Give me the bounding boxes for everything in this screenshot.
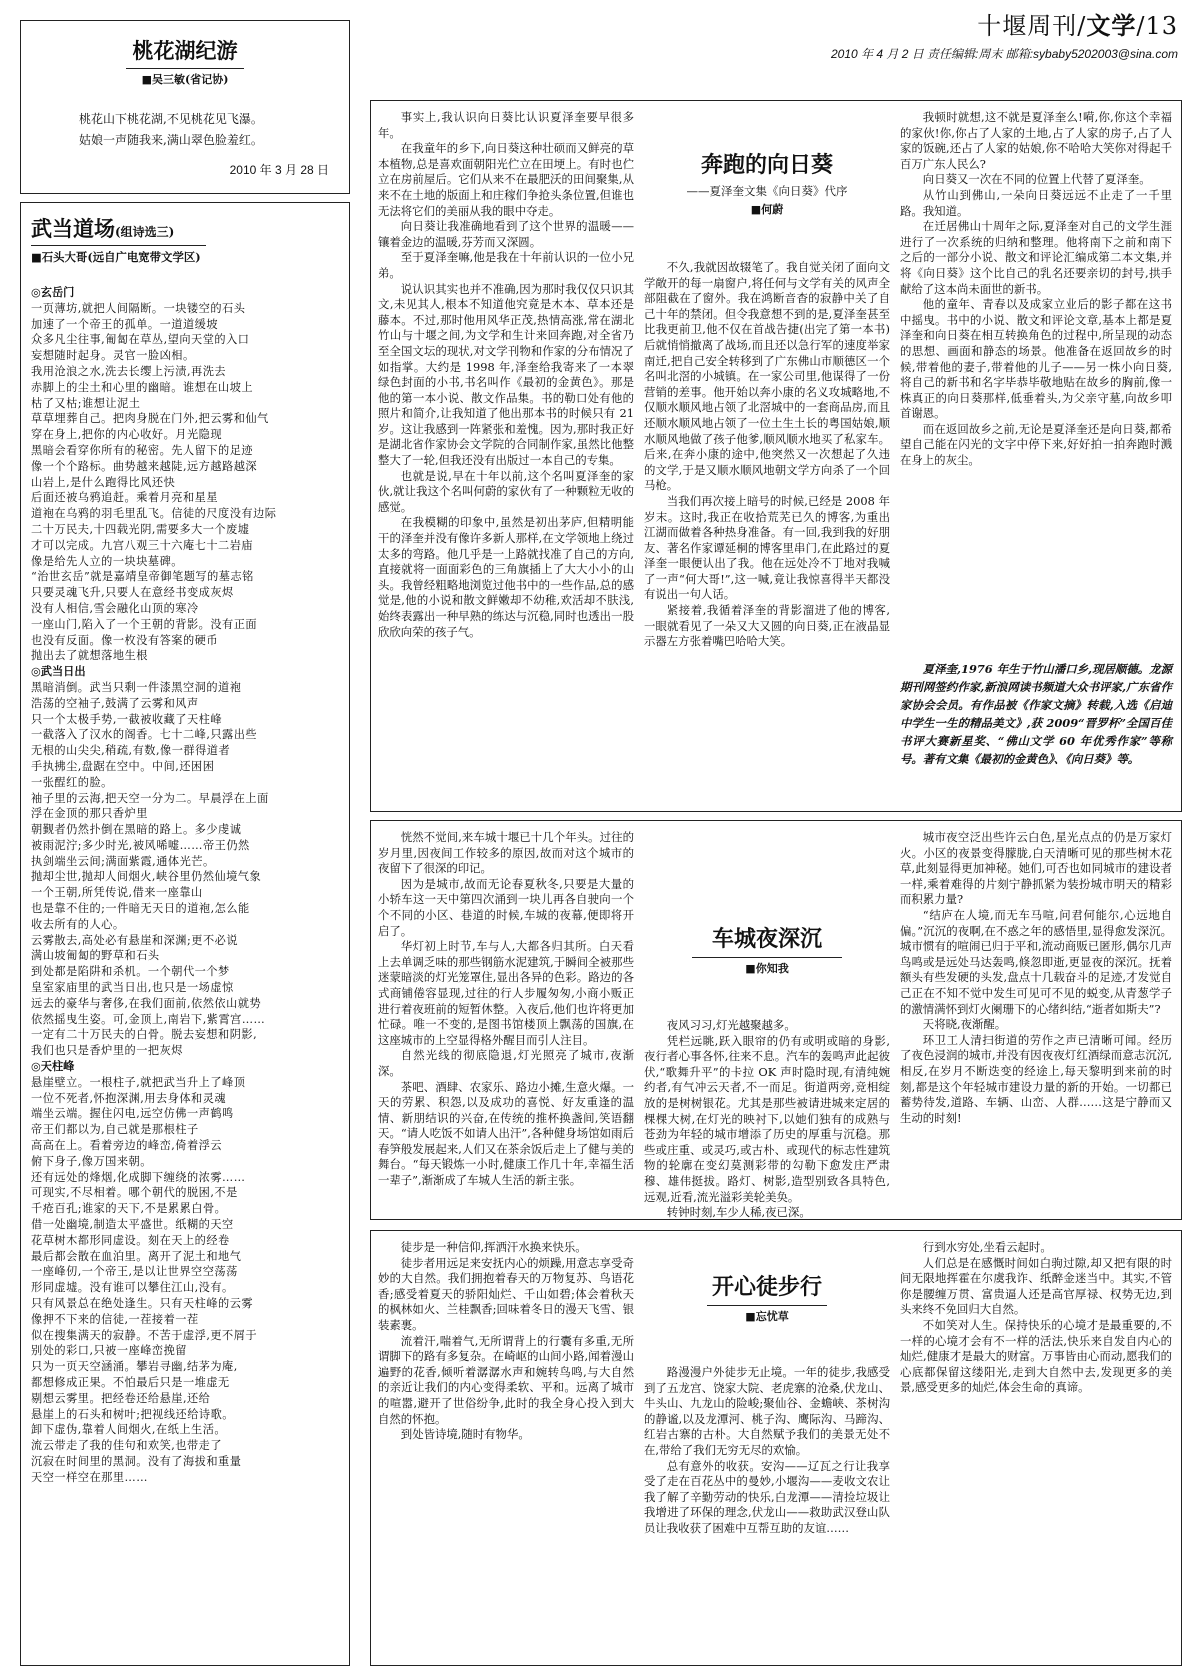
poem-line: 只要灵魂飞升,只要人在意经书变成灰烬	[31, 586, 234, 600]
wudang-title: 武当道场	[31, 216, 115, 241]
poem-line: 一页薄坊,就把人间隔断。一块镂空的石头	[31, 301, 246, 315]
sunflower-subtitle: ——夏泽奎文集《向日葵》代序	[686, 184, 848, 198]
peach-poem-box	[20, 20, 350, 194]
sunflower-header	[644, 148, 890, 217]
section-lines	[31, 1075, 339, 1486]
paragraph: 不久,我就因故辍笔了。我自觉关闭了面向文学敞开的每一扇窗户,将任何与文学有关的风声全部阻截在了窗外。我在鸿断音杳的寂静中关了自己十年的禁闭。但令我意想不到的是,夏泽奎甚至比我更前卫,他不仅在首战告捷(出完了第一本书)后就悄悄撤离了战场,而且还以急行军的速度举家南迁,把自己安全转移到了广东佛山市顺德区一个名叫北滘的小城镇。在一家公司里,他谋得了一份营销的差事。他开始以奔小康的名义攻城略地,不仅顺水顺风地占领了北滘城中的一套商品房,而且还顺水顺风地占领了一位土生土长的粤国姑娘,顺水顺风地做了孩子他爹,顺风顺水地买了私家车。后来,在奔小康的途中,他突然又一次想起了久违的文学,于是又顺水顺风地朝文学方向杀了一个回马枪。	[644, 260, 890, 493]
sunflower-byline: ■何蔚	[750, 203, 784, 216]
paragraph: 而在返回故乡之前,无论是夏泽奎还是向日葵,都希望自己能在闪光的文字中停下来,好好拍一拍奔跑时溅在身上的灰尘。	[900, 421, 1172, 468]
author-bio-text: 夏泽奎,1976 年生于竹山潘口乡,现居顺德。龙源期刊网签约作家,新浪网读书频道大众书评家,广东省作家协会会员。有作品被《作家文摘》转载,入选《启迪中学生一生的精品美文》,获 2009“晋罗杯”全国百佳书评大赛新星奖、“佛山文学 60 年优秀作家”等称号。著有文集《最初的金黄色》、《向日葵》等。	[900, 662, 1172, 766]
poem-line: 只一个太极手势,一截被收藏了天柱峰	[31, 712, 223, 726]
section-heading: ◎武当日出	[31, 664, 86, 679]
paragraph: 环卫工人清扫街道的劳作之声已清晰可闻。经历了夜色浸润的城市,并没有因夜夜灯红酒绿而意志沉沉,相反,在岁月不断迭变的经途上,每天黎明到来前的时刻,都是这个年轻城市建设力量的新的开始。一切都已蓄势待发,道路、车辆、山峦、人群……这是宁静而又生动的时刻!	[900, 1032, 1172, 1125]
poem-line: 高高在上。看着旁边的峰峦,倚着浮云	[31, 1139, 223, 1153]
poem-line: 还有远处的烽烟,化成脚下缠绕的浓雾……	[31, 1170, 246, 1184]
night-city-title: 车城夜深沉	[711, 926, 822, 952]
paragraph: 当我们再次接上暗号的时候,已经是 2008 年岁末。这时,我正在收拾荒芜已久的博客,为重出江湖而做着各种热身准备。有一回,我到我的好朋友、著名作家谭延桐的博客里串门,在此路过的夏泽奎一眼便认出了我。他在远处冷不丁地对我喊了一声“何大哥!”,这一喊,竟让我惊喜得半天都没有说出一句人话。	[644, 493, 890, 602]
section-name: 文学	[1086, 12, 1137, 40]
poem-line: 我们也只是香炉里的一把灰烬	[31, 1044, 183, 1058]
paragraph: 凭栏远眺,跃入眼帘的仍有或明或暗的身影,夜行者心事各怀,往来不息。汽车的轰鸣声此起彼伏,“歌舞升平”的卡拉 OK 声时隐时现,有清纯婉约者,有气冲云天者,不一而足。街道两旁,竞相绽放的是树树银花。尤其是那些被请进城来定居的棵棵大树,在灯光的映衬下,以她们独有的成熟与苍劲为年轻的城市增添了历史的厚重与沉稳。那些或庄重、或灵巧,或古朴、或现代的标志性建筑物的轮廓在变幻莫测彩带的勾勒下愈发庄严肃穆、雄伟挺拔。路灯、树影,造型别致各具特色,远观,近看,流光溢彩美轮美奂。	[644, 1033, 890, 1204]
poem-line: 手执拂尘,盘踞在空中。中间,还困困	[31, 759, 215, 773]
poem-line: 皇室家庙里的武当日出,也只是一场虚惊	[31, 981, 234, 995]
title-rule	[707, 1305, 827, 1306]
poem-line: 我用沧浪之水,洗去长缨上污渍,再洗去	[31, 364, 227, 378]
paragraph: 从竹山到佛山,一朵向日葵远远不止走了一千里路。我知道。	[900, 187, 1172, 218]
poem-line: 浮在金顶的那只香炉里	[31, 807, 148, 821]
night-city-byline: ■你知我	[745, 962, 789, 975]
poem-line: 云雾散去,高处必有悬崖和深渊;更不必说	[31, 933, 239, 947]
walking-column-2	[644, 1365, 890, 1537]
poem-line: 浩荡的空袖子,鼓满了云雾和风声	[31, 696, 199, 710]
wudang-poem-box	[20, 202, 350, 1666]
poem-line: 抛出去了就想落地生根	[31, 649, 148, 663]
poem-line: 别处的彩口,只被一座峰峦挽留	[31, 1344, 187, 1358]
paragraph: 恍然不觉间,来车城十堰已十几个年头。过往的岁月里,因夜间工作较多的原因,故而对这个城市的夜留下了很深的印记。	[378, 830, 634, 876]
paragraph: 事实上,我认识向日葵比认识夏泽奎要早很多年。	[378, 110, 634, 140]
poem-line: 花草树木都形同虚设。刻在天上的经卷	[31, 1233, 230, 1247]
poem-line: 端坐云端。握住闪电,远空仿佛一声鹤鸣	[31, 1107, 234, 1121]
paragraph: 他的童年、青春以及成家立业后的影子都在这书中摇曳。书中的小说、散文和评论文章,基本上都是夏泽奎和向日葵在相互转换角色的过程中,所呈现的动态的思想、画面和静态的场景。他准备在返回故乡的时候,带着他的妻子,带着他的儿子——另一株小向日葵,将自己的新书和名字毕恭毕敬地贴在故乡的胸前,像一株真正的向日葵那样,低垂着头,为父亲守墓,向故乡叩首谢恩。	[900, 297, 1172, 421]
peach-poem-title: 桃花湖纪游	[132, 38, 238, 63]
poem-line: 也是靠不住的;一件暗无天日的道袍,怎么能	[31, 902, 250, 916]
poem-line: 可现实,不尽相着。哪个朝代的脱困,不是	[31, 1186, 238, 1200]
poem-line: 山岩上,是什么跑得比风还快	[31, 475, 176, 489]
night-city-header	[644, 922, 890, 976]
poem-line: 一位不死者,怀抱深渊,用去身体和灵魂	[31, 1091, 227, 1105]
poem-line: 黑暗会看穿你所有的秘密。先人留下的足迹	[31, 443, 254, 457]
poem-line: 流云带走了我的佳句和欢笑,也带走了	[31, 1439, 223, 1453]
paragraph: 转钟时刻,车少人稀,夜已深。	[666, 1205, 811, 1220]
poem-line: 满山坡匍匐的野草和石头	[31, 949, 160, 963]
wudang-subtitle: (组诗选三)	[115, 225, 175, 239]
section-heading: ◎玄岳门	[31, 285, 75, 299]
paragraph: 在我童年的乡下,向日葵这种壮硕而又鲜亮的草本植物,总是喜欢面朝阳光伫立在田埂上。有时也伫立在房前屋后。它们从来不在最肥沃的田间聚集,从来不在土地的版面上和庄稼们争抢头条位置,但谁也无法将它们的美丽从我的眼中夺走。	[378, 141, 634, 218]
walking-title: 开心徒步行	[711, 1274, 822, 1300]
poem-line: 卸下虚伪,靠着人间烟火,在纸上生活。	[31, 1423, 227, 1437]
paragraph: 紧接着,我循着泽奎的背影溜进了他的博客,一眼就看见了一朵又大又圆的向日葵,正在液晶显示器左方张着嘴巴哈哈大笑。	[644, 603, 890, 649]
poem-line: 只有风景总在绝处逢生。只有天柱峰的云雾	[31, 1297, 254, 1310]
title-rule	[692, 957, 842, 958]
poem-line: 枯了又枯;谁想让泥土	[31, 396, 141, 410]
poem-line: 像一个个路标。曲势越来越陡,远方越路越深	[31, 459, 258, 473]
section-lines	[31, 680, 339, 1059]
sunflower-column-3	[900, 110, 1172, 469]
poem-line: 道袍在乌鸦的羽毛里乱飞。信徒的尺度没有边际	[31, 507, 277, 521]
poem-line: 一张酲红的脸。	[31, 775, 113, 789]
poem-line: 被雨泥泞;多少时光,被风唏嘘……帝王仍然	[31, 838, 250, 852]
poem-line: 赤脚上的尘土和心里的幽暗。谁想在山坡上	[31, 380, 254, 394]
poem-line: 姑娘一声随我来,满山翠色脸羞红。	[79, 133, 263, 147]
page-number: /13	[1136, 12, 1178, 40]
poem-line: 无根的山尖尖,稍疏,有数,像一群得道者	[31, 744, 231, 758]
poem-line: 才可以完成。九宫八观三十六庵七十二岩庙	[31, 538, 254, 552]
paragraph: 夜风习习,灯光越聚越多。	[666, 1018, 796, 1032]
paragraph: 也就是说,早在十年以前,这个名叫夏泽奎的家伙,就让我这个名叫何蔚的家伙有了一种颗粒无收的感觉。	[378, 468, 634, 514]
poem-line: 一个王朝,所凭传说,借来一座靠山	[31, 886, 203, 900]
paragraph: 说认识其实也并不准确,因为那时我仅仅只识其文,未见其人,根本不知道他究竟是木本、草本还是藤本。不过,那时他用风华正茂,热情高涨,常在湖北竹山与十堰之间,为文学和生计来回奔跑,对全省乃至全国文坛的现状,对文学刊物和作家的分布情况了如指掌。大约是 1998 年,泽奎给我寄来了一本翠绿色封面的小书,书名叫作《最初的金黄色》。那是他的第一本小说、散文作品集。书的勒口处有他的照片和简介,让我知道了他出那本书的时候只有 21 岁。这让我感到一阵紧张和羞愧。因为,那时我正好是湖北省作家协会文学院的合同制作家,虽然比他整整大了一轮,但我还没有出版过一本自己的专集。	[378, 281, 634, 468]
poem-line: 收去所有的人心。	[31, 917, 125, 931]
poem-line: 袖子里的云海,把天空一分为二。早晨浮在上面	[31, 791, 269, 805]
paragraph: 天将晓,夜渐醒。	[922, 1017, 1007, 1032]
poem-line: 俯下身子,像万国来朝。	[31, 1154, 152, 1168]
poem-line: 穿在身上,把你的内心收好。月光隐现	[31, 428, 223, 442]
paragraph: 总有意外的收获。安沟——辽瓦之行让我享受了走在百花丛中的曼妙,小堰沟——麦收文农让我了解了辛勤劳动的快乐,白龙潭——清捡垃圾让我增进了环保的理念,伏龙山——救助武汉登山队员让我收获了困难中互帮互助的友谊……	[644, 1458, 890, 1535]
poem-line: 一座峰仞,一个帝王,是以让世界空空荡荡	[31, 1265, 238, 1279]
night-city-column-3	[900, 830, 1172, 1126]
poem-line: “治世玄岳”就是嘉靖皇帝御笔题写的墓志铭	[31, 570, 254, 584]
poem-line: 抛却尘世,抛却人间烟火,峡谷里仍然仙境气象	[31, 870, 262, 884]
poem-line: 依然摇曳生姿。可,金顶上,南岩下,紫霄宫……	[31, 1012, 266, 1026]
paragraph: 在迁居佛山十周年之际,夏泽奎对自己的文学生涯进行了一次系统的归纳和整理。他将南下之前和南下之后的一部分小说、散文和评论汇编成第二本文集,并将《向日葵》这个比自己的乳名还要亲切的封号,拱手献给了这本尚未面世的新书。	[900, 219, 1172, 296]
night-city-column-2	[644, 1018, 890, 1221]
poem-line: 远去的豪华与奢侈,在我们面前,依然依山就势	[31, 996, 262, 1010]
poem-line: 草草埋葬自己。把肉身脱在门外,把云雾和仙气	[31, 412, 269, 426]
poem-line: 众多凡尘往事,匍匐在草丛,望向天堂的入口	[31, 333, 250, 347]
section-heading: ◎天柱峰	[31, 1059, 75, 1074]
paragraph: 向日葵又一次在不同的位置上代替了夏泽奎。	[922, 172, 1151, 187]
poem-line: 悬崖壁立。一根柱子,就把武当升上了峰顶	[31, 1075, 246, 1089]
paragraph: 城市夜空泛出些许云白色,星光点点的仍是万家灯火。小区的夜景变得朦胧,白天清晰可见的那些树木花草,此刻显得更加神秘。她们,可否也如同城市的建设者一样,乘着难得的片刻宁静抓紧为装扮城市明天的精彩而积累力量?	[900, 830, 1172, 907]
poem-line: 也没有反面。像一枚没有答案的硬币	[31, 633, 219, 647]
wudang-title-block	[31, 213, 206, 246]
paragraph: 至于夏泽奎嘛,他是我在十年前认识的一位小兄弟。	[378, 250, 634, 280]
poem-line: 桃花山下桃花湖,不见桃花见飞瀑。	[79, 112, 263, 126]
poem-line: 都想修成正果。不怕最后只是一堆虚无	[31, 1375, 230, 1389]
poem-line: 形同虚墟。没有谁可以攀住江山,没有。	[31, 1281, 234, 1295]
paragraph: 华灯初上时节,车与人,大都各归其所。白天看上去单调乏味的那些钢筋水泥建筑,于瞬间全被那些迷蒙暗淡的灯光笼罩住,显出各异的色彩。路边的各式商铺倦容显现,过往的行人步履匆匆,小商小贩正进行着夜班前的短暂休整。入夜后,他们也许将更加忙碌。唯一不变的,是图书馆楼顶上飘荡的国旗,在这座城市的上空显得格外醒目而引人注目。	[378, 939, 634, 1047]
paragraph: 向日葵让我准确地看到了这个世界的温暖——镶着金边的温暖,芬芳而又深圆。	[378, 219, 634, 249]
walking-header	[644, 1270, 890, 1324]
walking-byline: ■忘忧草	[745, 1310, 789, 1323]
paragraph: 人们总是在感慨时间如白驹过隙,却又把有限的时间无限地挥霍在尔虞我诈、纸醉金迷当中。其实,不管你是腰缠万贯、富贵逼人还是高官厚禄、权势无边,到头来终不免回归大自然。	[900, 1255, 1172, 1317]
section-lines	[31, 301, 339, 664]
sunflower-column-2	[644, 260, 890, 650]
masthead	[831, 6, 1178, 62]
poem-line: 黑暗消倒。武当只剩一件漆黑空洞的道袍	[31, 680, 242, 694]
poem-line: 执剑端坐云间;满面紫霞,通体光芒。	[31, 854, 215, 868]
peach-poem-byline: ■吴三敏(省记协)	[141, 73, 229, 86]
poem-line: 像押不下来的信徒,一茬接着一茬	[31, 1312, 199, 1326]
poem-line: 似在搜集满天的寂静。不苦于虚浮,更不屑于	[31, 1328, 258, 1342]
poem-line: 后面还被乌鸦追赶。乘着月亮和星星	[31, 491, 219, 505]
paragraph: 我顿时就想,这不就是夏泽奎么!嗬,你,你这个幸福的家伙!你,你占了人家的土地,占了人家的房子,占了人家的饭碗,还占了人家的姑娘,你不哈哈大笑你对得起千百万广东人民么?	[900, 110, 1172, 171]
poem-line: 朝觐者仍然扑倒在黑暗的路上。多少虔诚	[31, 823, 242, 837]
poem-line: 剔想云雾里。把经卷还给悬崖,还给	[31, 1391, 211, 1405]
title-rule	[126, 68, 244, 69]
author-bio	[900, 660, 1172, 768]
poem-line: 只为一页天空涵涌。攀岩寻幽,结茅为庵,	[31, 1360, 238, 1374]
paragraph: 自然光线的彻底隐退,灯光照亮了城市,夜渐深。	[378, 1048, 634, 1078]
night-city-column-1	[378, 830, 634, 1189]
peach-poem-lines	[21, 109, 349, 151]
poem-line: 天空一样空在那里……	[31, 1470, 148, 1484]
poem-line: 二十万民夫,十四载光阴,需要多大一个废墟	[31, 522, 250, 536]
paragraph: “结庐在人境,而无车马喧,问君何能尔,心远地自偏。”沉沉的夜啊,在不惑之年的感悟里,显得愈发深沉。城市惯有的喧闹已归于平和,流动商贩已匿形,偶尔几声鸟鸣或是远处马达轰鸣,倏忽即逝,更显夜的深沉。抚着额头有些发硬的头发,盘点十几载奋斗的足迹,才发觉自己正在不知不觉中发生可见可不见的蜕变,从青葱学子的激情满怀到灯火阑珊下的心绪纠结,“逝者如斯夫”?	[900, 907, 1172, 1016]
paragraph: 徒步者用远足来安抚内心的烦躁,用意志享受奇妙的大自然。我们拥抱着春天的万物复苏、鸟语花香;感受着夏天的骄阳灿烂、千山如碧;体会着秋天的枫林如火、兰桂飘香;回味着冬日的漫天飞雪、银装素裹。	[378, 1255, 634, 1332]
sunflower-column-1	[378, 110, 634, 640]
paragraph: 因为是城市,故而无论春夏秋冬,只要是大量的小轿车这一天中第四次涌到一块儿再各自驶向一个个不同的小区、巷道的时候,车城的夜幕,便即将开启了。	[378, 876, 634, 938]
paragraph: 在我模糊的印象中,虽然是初出茅庐,但精明能干的泽奎并没有像许多新人那样,在文学领地上绕过太多的弯路。他几乎是一上路就找准了自己的方向,直接就将一面面彩色的三角旗插上了大大小小的山头。我曾经粗略地浏览过他书中的一些作品,总的感觉是,他的小说和散文鲜嫩却不幼稚,欢活却不肤浅,始终表露出一种早熟的练达与沉稳,同时也透出一股欣欣向荣的孩子气。	[378, 515, 634, 639]
poem-line: 到处都是陷阱和杀机。一个朝代一个梦	[31, 965, 230, 979]
paragraph: 徒步是一种信仰,挥洒汗水换来快乐。	[400, 1240, 587, 1254]
poem-line: 千疮百孔;谁家的天下,不是累累白骨。	[31, 1202, 227, 1216]
walking-column-1	[378, 1240, 634, 1443]
paragraph: 到处皆诗境,随时有物华。	[400, 1427, 530, 1442]
poem-line: 没有人相信,雪会融化山顶的寒冷	[31, 601, 199, 615]
poem-line: 妄想随时起身。灵官一脸凶相。	[31, 349, 195, 363]
paragraph: 路漫漫户外徒步无止境。一年的徒步,我感受到了五龙宫、饶家大院、老虎寨的沧桑,伏龙山、牛头山、九龙山的险峻;聚仙谷、金蟾峡、茶树沟的静谧,以及龙潭河、桃子沟、鹰际沟、马蹄沟、红岩古寨的古朴。大自然赋予我们的美景无处不在,带给了我们无穷无尽的欢愉。	[644, 1365, 890, 1457]
poem-line: 悬崖上的石头和树叶;把视线还给诗歌。	[31, 1407, 234, 1421]
poem-line: 帝王们都以为,自己就是那根柱子	[31, 1123, 199, 1137]
poem-line: 一截落入了汉水的阁香。七十二峰,只露出些	[31, 728, 258, 742]
paragraph: 不如笑对人生。保持快乐的心境才是最重要的,不一样的心境才会有不一样的活法,快乐来自发自内心的灿烂,健康才是最大的财富。万事皆由心而动,愿我们的心底都保留这缕阳光,走到大自然中去,发现更多的美景,感受更多的灿烂,体会生命的真谛。	[900, 1317, 1172, 1395]
walking-column-3	[900, 1240, 1172, 1396]
poem-line: 加速了一个帝王的孤单。一道道缓坡	[31, 317, 219, 331]
paragraph: 流着汗,喘着气,无所谓背上的行囊有多重,无所谓脚下的路有多复杂。在崎岖的山间小路,闻着漫山遍野的花香,倾听着潺潺水声和婉转鸟鸣,与大自然的亲近让我们的内心变得柔软、平和。远离了城市的喧嚣,避开了世俗纷争,此时的我全身心投入到大自然的怀抱。	[378, 1333, 634, 1426]
poem-line: 沉寂在时间里的黑洞。没有了海拔和重量	[31, 1454, 242, 1468]
paragraph: 茶吧、酒肆、农家乐、路边小摊,生意火爆。一天的劳累、积怨,以及成功的喜悦、好友重逢的温情、新朋结识的兴奋,在传统的推杯换盏间,笑语翻天。“请人吃饭不如请人出汗”,各种健身场馆如雨后春笋般发展起来,人们又在茶余饭后走上了健与美的舞台。“每天锻炼一小时,健康工作几十年,幸福生活一辈子”,渐渐成了车城人生活的新主张。	[378, 1079, 634, 1188]
poem-line: 一定有二十万民夫的白骨。脱去妄想和阴影,	[31, 1028, 258, 1042]
wudang-poem-body	[31, 285, 339, 1486]
paper-name: 十堰周刊/文学/13	[977, 12, 1178, 40]
poem-date: 2010 年 3 月 28 日	[229, 163, 329, 177]
paragraph: 行到水穷处,坐看云起时。	[922, 1240, 1052, 1254]
sunflower-title: 奔跑的向日葵	[700, 152, 833, 178]
poem-line: 像是给先人立的一块块墓碑。	[31, 554, 183, 568]
wudang-byline: ■石头大哥(远自广电宽带文学区)	[31, 250, 201, 264]
poem-line: 借一处幽境,制造太平盛世。纸糊的天空	[31, 1218, 234, 1232]
poem-line: 最后都会散在血泊里。离开了泥土和地气	[31, 1249, 242, 1263]
date-editor-line: 2010 年 4 月 2 日 责任编辑:周末 邮箱:sybaby5202003@sina.com	[831, 47, 1178, 61]
poem-line: 一座山门,陷入了一个王朝的背影。没有正面	[31, 617, 258, 631]
